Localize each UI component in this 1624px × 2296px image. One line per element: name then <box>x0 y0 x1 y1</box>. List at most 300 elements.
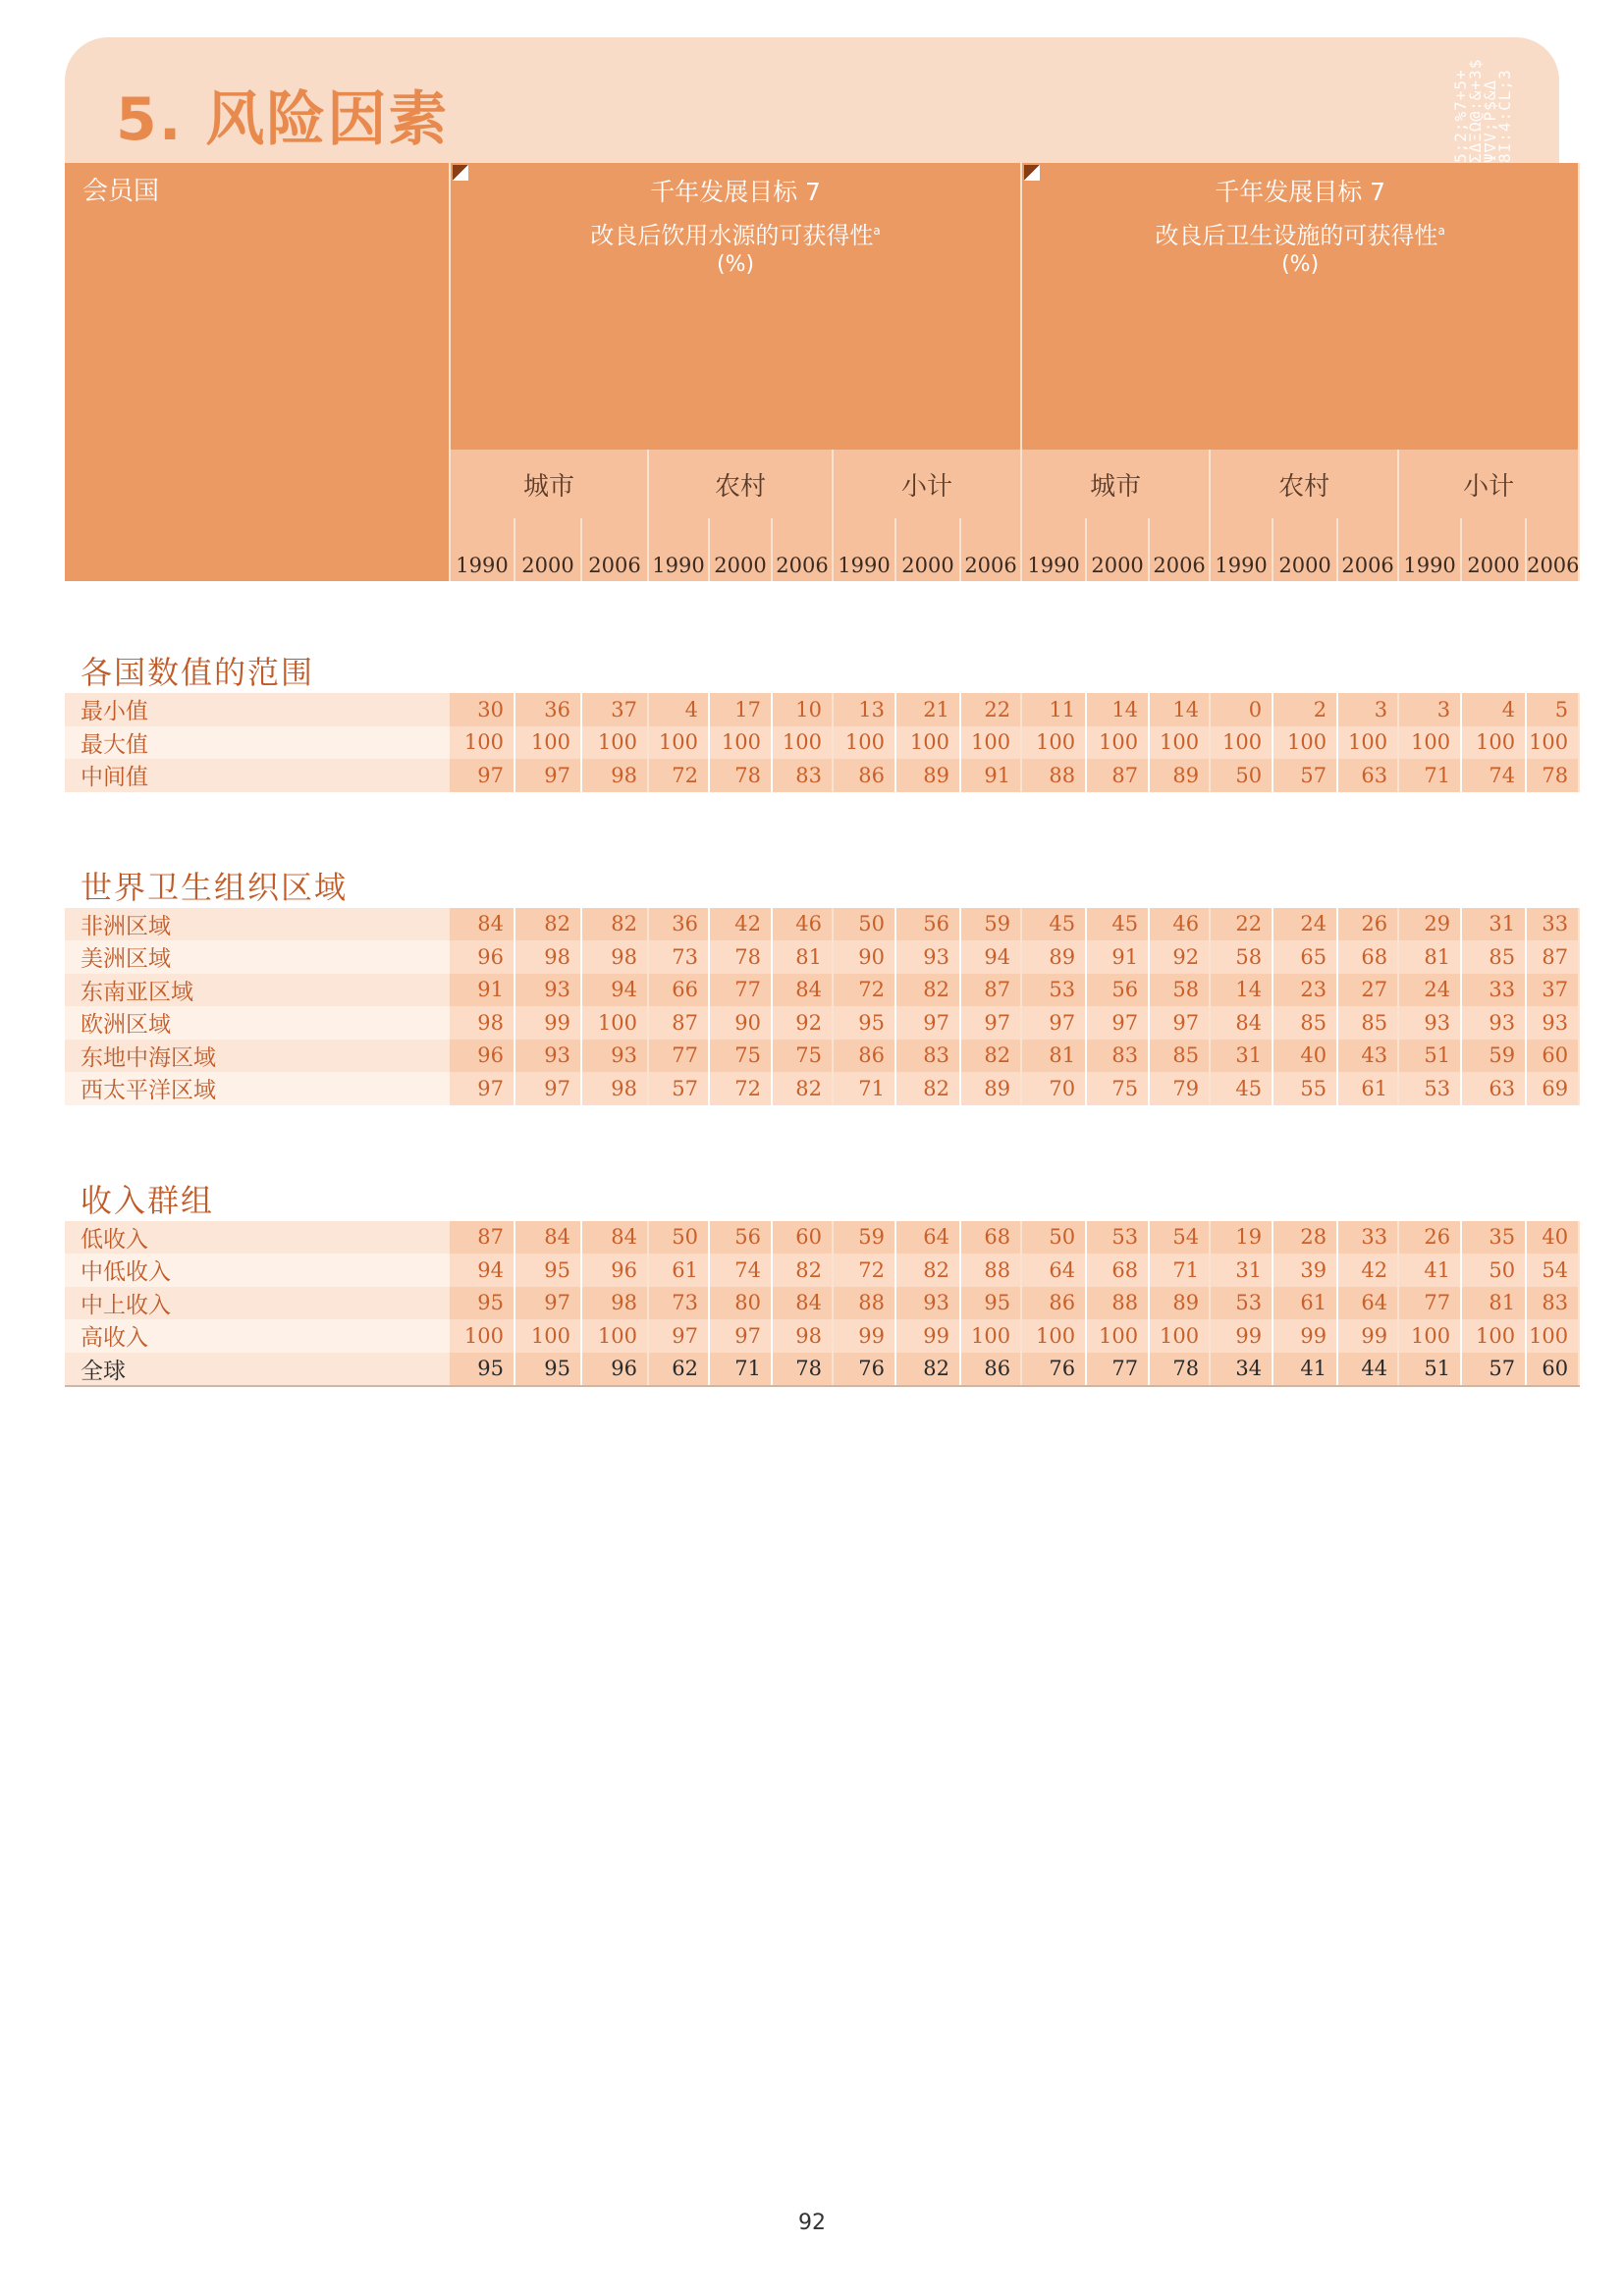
table-cell: 93 <box>1398 1006 1461 1040</box>
table-cell: 50 <box>1210 759 1272 792</box>
table-cell: 100 <box>1021 1319 1086 1353</box>
table-cell: 85 <box>1272 1006 1337 1040</box>
table-cell: 41 <box>1398 1254 1461 1287</box>
subgroup-header: 小计 <box>833 450 1021 518</box>
row-label: 欧洲区域 <box>65 1006 450 1040</box>
table-cell: 14 <box>1086 693 1149 726</box>
table-cell: 50 <box>1021 1221 1086 1255</box>
table-cell: 77 <box>709 974 772 1007</box>
table-cell: 63 <box>1337 759 1398 792</box>
table-cell: 64 <box>895 1221 960 1255</box>
table-cell: 100 <box>1272 726 1337 760</box>
table-cell: 66 <box>648 974 709 1007</box>
table-cell: 97 <box>514 1072 581 1105</box>
row-label: 东南亚区域 <box>65 974 450 1007</box>
table-cell: 35 <box>1461 1221 1526 1255</box>
water-goal: 千年发展目标 7 <box>650 178 821 206</box>
sanitation-footnote-mark: a <box>1437 224 1445 238</box>
table-cell: 45 <box>1210 1072 1272 1105</box>
table-cell: 60 <box>772 1221 833 1255</box>
table-cell: 13 <box>833 693 895 726</box>
year-header: 2000 <box>1272 518 1337 581</box>
table-cell: 17 <box>709 693 772 726</box>
table-cell: 73 <box>648 940 709 974</box>
table-cell: 83 <box>1086 1040 1149 1073</box>
table-cell: 82 <box>895 1353 960 1387</box>
table-cell: 53 <box>1398 1072 1461 1105</box>
table-row <box>65 1040 1579 1073</box>
table-cell: 61 <box>1272 1287 1337 1320</box>
table-cell: 97 <box>960 1006 1021 1040</box>
table-cell: 98 <box>450 1006 514 1040</box>
table-cell: 100 <box>450 726 514 760</box>
table-cell: 68 <box>1086 1254 1149 1287</box>
table-cell: 100 <box>1210 726 1272 760</box>
table-cell: 71 <box>1149 1254 1210 1287</box>
table-cell: 69 <box>1526 1072 1579 1105</box>
table-cell: 77 <box>648 1040 709 1073</box>
table-cell: 100 <box>895 726 960 760</box>
table-cell: 98 <box>581 1072 648 1105</box>
table-cell: 4 <box>648 693 709 726</box>
table-cell: 84 <box>581 1221 648 1255</box>
table-cell: 86 <box>833 1040 895 1073</box>
table-cell: 97 <box>1086 1006 1149 1040</box>
table-cell: 87 <box>450 1221 514 1255</box>
table-row <box>65 726 1579 760</box>
year-header: 2000 <box>1461 518 1526 581</box>
table-cell: 88 <box>1021 759 1086 792</box>
table-cell: 94 <box>581 974 648 1007</box>
table-cell: 95 <box>514 1353 581 1387</box>
table-row <box>65 940 1579 974</box>
table-cell: 82 <box>772 1072 833 1105</box>
table-cell: 11 <box>1021 693 1086 726</box>
table-cell: 99 <box>514 1006 581 1040</box>
row-label: 中低收入 <box>65 1254 450 1287</box>
table-cell: 93 <box>514 974 581 1007</box>
table-cell: 98 <box>514 940 581 974</box>
table-cell: 24 <box>1398 974 1461 1007</box>
table-cell: 85 <box>1149 1040 1210 1073</box>
decor-line: 5;2;%7+5+ <box>1451 69 1470 163</box>
table-cell: 24 <box>1272 908 1337 941</box>
subgroup-header: 农村 <box>648 450 833 518</box>
page-title: 5. 风险因素 <box>116 85 450 154</box>
table-cell: 75 <box>1086 1072 1149 1105</box>
table-cell: 72 <box>833 1254 895 1287</box>
table-cell: 100 <box>581 1006 648 1040</box>
table-cell: 29 <box>1398 908 1461 941</box>
subgroup-header: 小计 <box>1398 450 1579 518</box>
table-cell: 92 <box>772 1006 833 1040</box>
year-header: 2000 <box>709 518 772 581</box>
table-cell: 99 <box>833 1319 895 1353</box>
table-cell: 99 <box>1272 1319 1337 1353</box>
page-number: 92 <box>798 2211 826 2235</box>
table-cell: 93 <box>1461 1006 1526 1040</box>
decor-line: 8I:4:CL;3 <box>1495 69 1514 163</box>
table-cell: 33 <box>1337 1221 1398 1255</box>
table-cell: 89 <box>1149 1287 1210 1320</box>
table-cell: 92 <box>1149 940 1210 974</box>
table-cell: 77 <box>1398 1287 1461 1320</box>
table-cell: 82 <box>895 1072 960 1105</box>
table-cell: 80 <box>709 1287 772 1320</box>
table-cell: 100 <box>648 726 709 760</box>
table-cell: 72 <box>709 1072 772 1105</box>
table-cell: 55 <box>1272 1072 1337 1105</box>
table-cell: 100 <box>1021 726 1086 760</box>
table-cell: 68 <box>960 1221 1021 1255</box>
table-cell: 3 <box>1337 693 1398 726</box>
table-cell: 23 <box>1272 974 1337 1007</box>
row-label: 中间值 <box>65 759 450 792</box>
table-cell: 95 <box>960 1287 1021 1320</box>
table-cell: 78 <box>1526 759 1579 792</box>
table-cell: 95 <box>833 1006 895 1040</box>
table-cell: 100 <box>514 1319 581 1353</box>
table-cell: 99 <box>1337 1319 1398 1353</box>
row-label: 非洲区域 <box>65 908 450 941</box>
table-cell: 87 <box>1526 940 1579 974</box>
table-cell: 37 <box>581 693 648 726</box>
table-cell: 64 <box>1021 1254 1086 1287</box>
water-indicator-header <box>450 163 1021 450</box>
table-cell: 83 <box>1526 1287 1579 1320</box>
table-cell: 31 <box>1461 908 1526 941</box>
subgroup-header: 城市 <box>450 450 648 518</box>
table-cell: 72 <box>648 759 709 792</box>
table-cell: 44 <box>1337 1353 1398 1387</box>
table-cell: 100 <box>772 726 833 760</box>
table-cell: 73 <box>648 1287 709 1320</box>
table-cell: 58 <box>1210 940 1272 974</box>
table-cell: 82 <box>772 1254 833 1287</box>
table-cell: 42 <box>1337 1254 1398 1287</box>
table-cell: 64 <box>1337 1287 1398 1320</box>
table-cell: 59 <box>833 1221 895 1255</box>
row-label: 东地中海区域 <box>65 1040 450 1073</box>
table-cell: 97 <box>450 759 514 792</box>
table-cell: 84 <box>450 908 514 941</box>
year-header: 2006 <box>1337 518 1398 581</box>
row-label: 西太平洋区域 <box>65 1072 450 1105</box>
sanitation-unit: (%) <box>1281 252 1320 277</box>
table-cell: 93 <box>895 940 960 974</box>
table-cell: 62 <box>648 1353 709 1387</box>
table-cell: 2 <box>1272 693 1337 726</box>
table-row <box>65 1319 1579 1353</box>
table-cell: 88 <box>833 1287 895 1320</box>
table-cell: 100 <box>960 726 1021 760</box>
table-cell: 71 <box>709 1353 772 1387</box>
table-cell: 100 <box>1398 726 1461 760</box>
table-cell: 76 <box>833 1353 895 1387</box>
section-title: 世界卫生组织区域 <box>81 868 349 906</box>
table-cell: 5 <box>1526 693 1579 726</box>
table-cell: 84 <box>772 974 833 1007</box>
table-cell: 26 <box>1337 908 1398 941</box>
table-cell: 74 <box>1461 759 1526 792</box>
table-row <box>65 1353 1579 1387</box>
table-cell: 37 <box>1526 974 1579 1007</box>
table-cell: 75 <box>772 1040 833 1073</box>
table-cell: 30 <box>450 693 514 726</box>
year-header: 1990 <box>1398 518 1461 581</box>
table-cell: 45 <box>1086 908 1149 941</box>
year-header: 1990 <box>1021 518 1086 581</box>
table-cell: 97 <box>1021 1006 1086 1040</box>
table-cell: 22 <box>960 693 1021 726</box>
sanitation-title-line <box>1022 216 1578 250</box>
table-cell: 97 <box>450 1072 514 1105</box>
year-header: 2000 <box>514 518 581 581</box>
title-banner <box>65 37 1559 163</box>
table-cell: 33 <box>1461 974 1526 1007</box>
row-label: 最大值 <box>65 726 450 760</box>
table-cell: 95 <box>450 1353 514 1387</box>
table-cell: 51 <box>1398 1040 1461 1073</box>
table-row <box>65 1221 1579 1255</box>
table-cell: 84 <box>514 1221 581 1255</box>
table-cell: 87 <box>960 974 1021 1007</box>
year-row-spacer <box>65 518 450 581</box>
table-cell: 46 <box>1149 908 1210 941</box>
table-cell: 97 <box>514 759 581 792</box>
table-cell: 4 <box>1461 693 1526 726</box>
table-cell: 100 <box>1149 1319 1210 1353</box>
table-cell: 100 <box>1526 1319 1579 1353</box>
table-cell: 41 <box>1272 1353 1337 1387</box>
decorative-glyphs <box>1453 37 1522 163</box>
water-unit: (%) <box>717 252 755 277</box>
table-cell: 78 <box>709 940 772 974</box>
subgroup-header: 城市 <box>1021 450 1210 518</box>
table-cell: 60 <box>1526 1353 1579 1387</box>
table-cell: 100 <box>1461 1319 1526 1353</box>
table-cell: 93 <box>1526 1006 1579 1040</box>
table-cell: 100 <box>1337 726 1398 760</box>
table-cell: 99 <box>1210 1319 1272 1353</box>
table-cell: 14 <box>1149 693 1210 726</box>
table-row <box>65 1287 1579 1320</box>
table-cell: 65 <box>1272 940 1337 974</box>
table-cell: 56 <box>1086 974 1149 1007</box>
table-cell: 97 <box>895 1006 960 1040</box>
table-cell: 3 <box>1398 693 1461 726</box>
table-cell: 96 <box>581 1254 648 1287</box>
table-cell: 100 <box>450 1319 514 1353</box>
table-cell: 88 <box>960 1254 1021 1287</box>
table-cell: 10 <box>772 693 833 726</box>
table-cell: 90 <box>709 1006 772 1040</box>
table-cell: 100 <box>1086 1319 1149 1353</box>
table-cell: 26 <box>1398 1221 1461 1255</box>
table-cell: 100 <box>581 1319 648 1353</box>
table-cell: 97 <box>514 1287 581 1320</box>
year-header: 2006 <box>772 518 833 581</box>
section-spacer <box>65 581 1579 634</box>
table-cell: 71 <box>1398 759 1461 792</box>
table-cell: 76 <box>1021 1353 1086 1387</box>
corner-marker-icon <box>453 165 468 181</box>
table-cell: 83 <box>895 1040 960 1073</box>
year-header: 2000 <box>1086 518 1149 581</box>
table-cell: 70 <box>1021 1072 1086 1105</box>
section-spacer <box>65 1105 1579 1162</box>
table-cell: 91 <box>450 974 514 1007</box>
table-cell: 97 <box>648 1319 709 1353</box>
table-cell: 31 <box>1210 1040 1272 1073</box>
table-cell: 60 <box>1526 1040 1579 1073</box>
year-header: 2006 <box>1149 518 1210 581</box>
row-label: 美洲区域 <box>65 940 450 974</box>
table-cell: 87 <box>648 1006 709 1040</box>
table-cell: 54 <box>1526 1254 1579 1287</box>
table-cell: 57 <box>1272 759 1337 792</box>
table-cell: 89 <box>960 1072 1021 1105</box>
section-title: 收入群组 <box>81 1181 215 1219</box>
table-cell: 72 <box>833 974 895 1007</box>
table-cell: 33 <box>1526 908 1579 941</box>
table-cell: 93 <box>581 1040 648 1073</box>
table-cell: 59 <box>1461 1040 1526 1073</box>
section-spacer <box>65 792 1579 849</box>
table-cell: 85 <box>1337 1006 1398 1040</box>
table-cell: 85 <box>1461 940 1526 974</box>
table-cell: 98 <box>581 940 648 974</box>
table-cell: 56 <box>709 1221 772 1255</box>
table-cell: 91 <box>1086 940 1149 974</box>
table-cell: 93 <box>514 1040 581 1073</box>
table-cell: 39 <box>1272 1254 1337 1287</box>
table-cell: 87 <box>1086 759 1149 792</box>
table-cell: 21 <box>895 693 960 726</box>
table-cell: 82 <box>581 908 648 941</box>
sanitation-goal: 千年发展目标 7 <box>1215 178 1386 206</box>
year-header: 2006 <box>960 518 1021 581</box>
table-cell: 96 <box>450 940 514 974</box>
subgroup-header: 农村 <box>1210 450 1398 518</box>
table-cell: 14 <box>1210 974 1272 1007</box>
table-cell: 54 <box>1149 1221 1210 1255</box>
table-cell: 36 <box>648 908 709 941</box>
table-cell: 78 <box>1149 1353 1210 1387</box>
table-row <box>65 1072 1579 1105</box>
table-cell: 28 <box>1272 1221 1337 1255</box>
table-cell: 89 <box>1149 759 1210 792</box>
table-cell: 82 <box>514 908 581 941</box>
table-cell: 94 <box>960 940 1021 974</box>
row-label: 最小值 <box>65 693 450 726</box>
sanitation-indicator-header <box>1021 163 1579 450</box>
table-cell: 50 <box>833 908 895 941</box>
table-cell: 93 <box>895 1287 960 1320</box>
table-cell: 57 <box>648 1072 709 1105</box>
table-cell: 42 <box>709 908 772 941</box>
table-row <box>65 759 1579 792</box>
table-row <box>65 974 1579 1007</box>
table-cell: 81 <box>772 940 833 974</box>
table-cell: 99 <box>895 1319 960 1353</box>
row-label: 全球 <box>65 1353 450 1387</box>
table-cell: 86 <box>960 1353 1021 1387</box>
table-cell: 53 <box>1086 1221 1149 1255</box>
table-cell: 50 <box>648 1221 709 1255</box>
table-cell: 81 <box>1398 940 1461 974</box>
sanitation-title: 改良后卫生设施的可获得性 <box>1155 222 1438 249</box>
table-cell: 27 <box>1337 974 1398 1007</box>
year-header: 2006 <box>1526 518 1579 581</box>
table-cell: 34 <box>1210 1353 1272 1387</box>
table-cell: 61 <box>1337 1072 1398 1105</box>
table-cell: 58 <box>1149 974 1210 1007</box>
table-cell: 81 <box>1021 1040 1086 1073</box>
table-cell: 86 <box>833 759 895 792</box>
table-cell: 91 <box>960 759 1021 792</box>
table-cell: 78 <box>772 1353 833 1387</box>
table-cell: 95 <box>514 1254 581 1287</box>
table-cell: 81 <box>1461 1287 1526 1320</box>
table-cell: 78 <box>709 759 772 792</box>
table-cell: 100 <box>960 1319 1021 1353</box>
table-cell: 51 <box>1398 1353 1461 1387</box>
table-cell: 68 <box>1337 940 1398 974</box>
table-cell: 22 <box>1210 908 1272 941</box>
table-cell: 45 <box>1021 908 1086 941</box>
table-cell: 89 <box>1021 940 1086 974</box>
table-cell: 97 <box>1149 1006 1210 1040</box>
data-table <box>65 163 1580 1387</box>
table-cell: 56 <box>895 908 960 941</box>
table-cell: 36 <box>514 693 581 726</box>
table-cell: 89 <box>895 759 960 792</box>
table-cell: 82 <box>895 974 960 1007</box>
table-row <box>65 693 1579 726</box>
table-cell: 53 <box>1210 1287 1272 1320</box>
table-cell: 100 <box>1461 726 1526 760</box>
table-cell: 96 <box>450 1040 514 1073</box>
table-cell: 100 <box>1526 726 1579 760</box>
table-row <box>65 1254 1579 1287</box>
table-cell: 31 <box>1210 1254 1272 1287</box>
decor-line: ΣΔΞΩ@:&+3$ <box>1466 58 1485 163</box>
row-label: 低收入 <box>65 1221 450 1255</box>
table-cell: 19 <box>1210 1221 1272 1255</box>
table-cell: 46 <box>772 908 833 941</box>
table-cell: 75 <box>709 1040 772 1073</box>
table-cell: 57 <box>1461 1353 1526 1387</box>
section-title: 各国数值的范围 <box>81 654 315 691</box>
table-cell: 40 <box>1272 1040 1337 1073</box>
table-cell: 96 <box>581 1353 648 1387</box>
table-cell: 82 <box>895 1254 960 1287</box>
table-cell: 100 <box>1086 726 1149 760</box>
table-cell: 63 <box>1461 1072 1526 1105</box>
table-cell: 86 <box>1021 1287 1086 1320</box>
table-cell: 84 <box>772 1287 833 1320</box>
table-cell: 97 <box>709 1319 772 1353</box>
table-cell: 0 <box>1210 693 1272 726</box>
year-header: 1990 <box>648 518 709 581</box>
corner-marker-icon <box>1024 165 1040 181</box>
table-cell: 84 <box>1210 1006 1272 1040</box>
table-cell: 100 <box>514 726 581 760</box>
table-cell: 88 <box>1086 1287 1149 1320</box>
row-label: 中上收入 <box>65 1287 450 1320</box>
member-states-header: 会员国 <box>65 163 450 518</box>
